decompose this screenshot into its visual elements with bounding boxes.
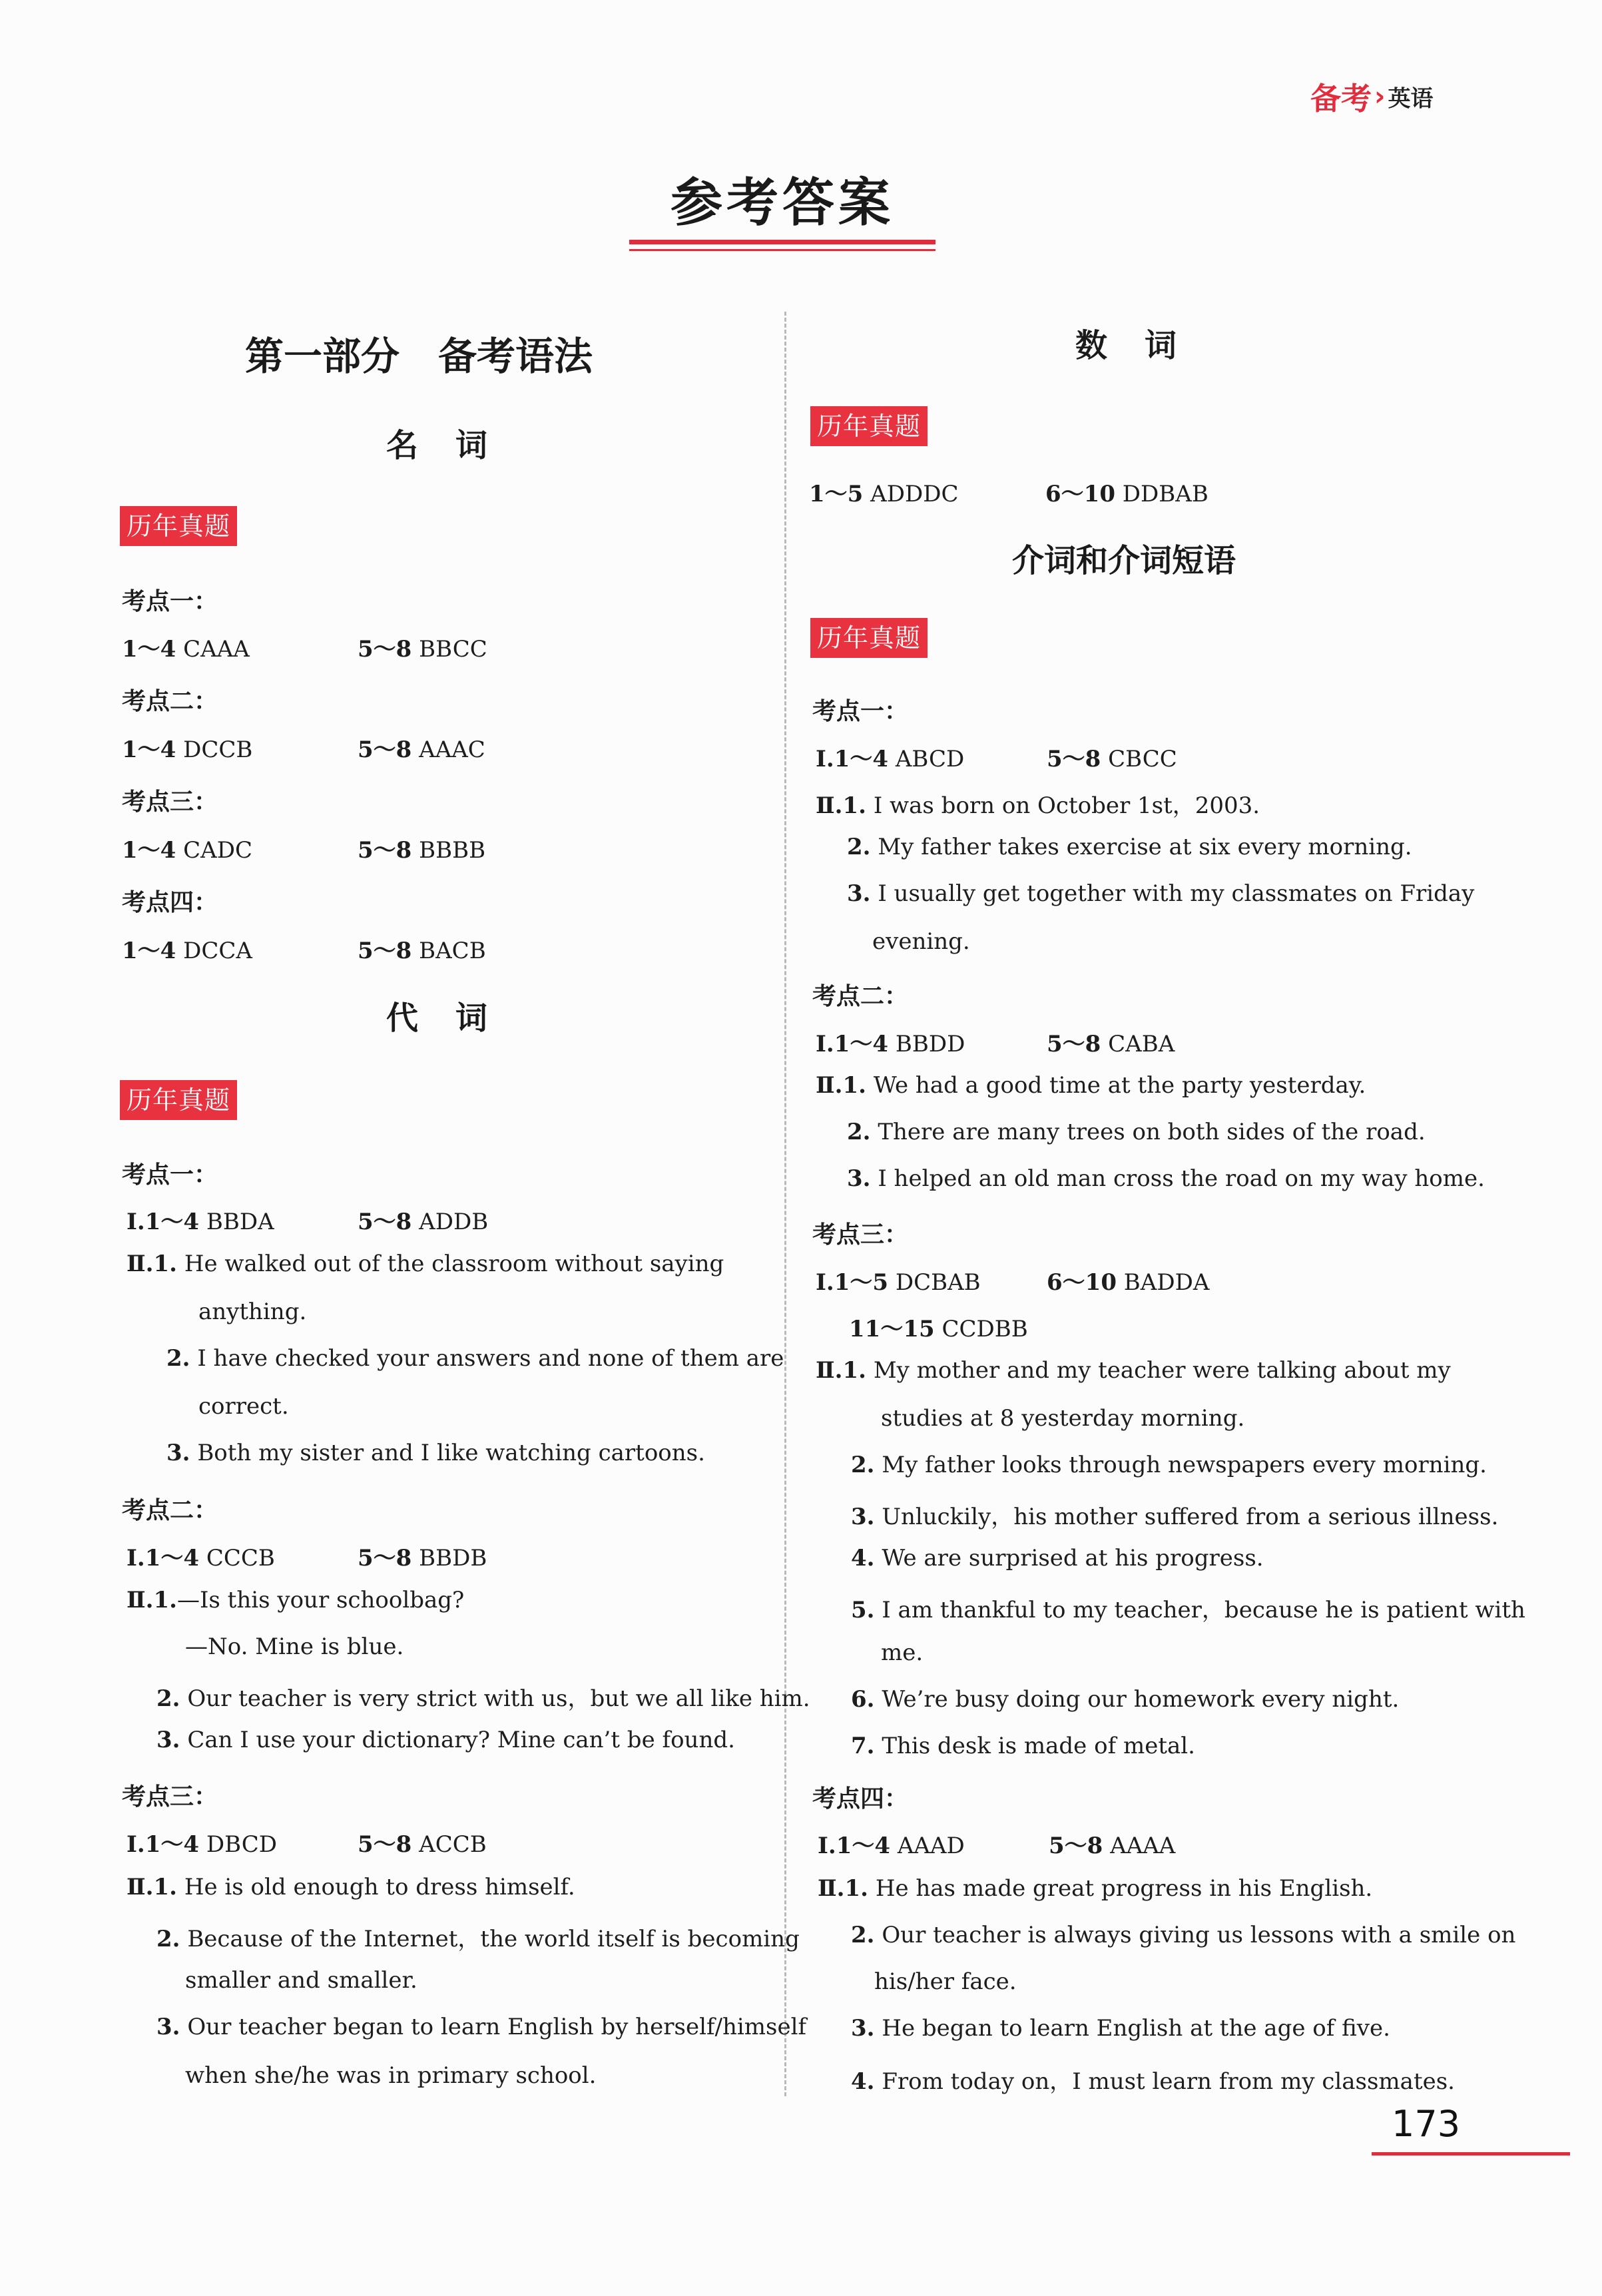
brand-label: 备考 <box>1310 81 1372 117</box>
answer-line: 2. There are many trees on both sides of the road. <box>847 1119 1426 1145</box>
kp-heading: 考点一： <box>122 1161 218 1189</box>
kp-heading: 考点一： <box>812 697 909 725</box>
title-underline <box>629 240 935 244</box>
answer-line: 11～15 CCDBB <box>849 1316 1028 1342</box>
answer-line: 2. My father looks through newspapers every morning. <box>851 1452 1487 1478</box>
answer-line: 5～8 CBCC <box>1047 746 1177 772</box>
answer-line: 4. From today on，I must learn from my classmates. <box>851 2068 1455 2095</box>
answer-line: Ⅱ.1.—Is this your schoolbag? <box>127 1587 465 1613</box>
answer-line: 2. Because of the Internet，the world itself is becoming <box>156 1926 800 1952</box>
badge-past-exams: 历年真题 <box>120 506 237 546</box>
answer-line: 4. We are surprised at his progress. <box>851 1545 1264 1572</box>
kp-heading: 考点四： <box>122 888 218 916</box>
answer-line: 5～8 ACCB <box>358 1831 487 1858</box>
header-brand <box>1310 75 1433 119</box>
answer-line: 3. Unluckily，his mother suffered from a serious illness. <box>851 1504 1499 1530</box>
answer-line: smaller and smaller. <box>185 1967 417 1994</box>
answer-line: Ⅰ.1～4 DBCD <box>127 1831 278 1858</box>
answer-line: 2. I have checked your answers and none of them are <box>166 1345 784 1372</box>
subject-label: 英语 <box>1388 85 1434 113</box>
answer-line: Ⅰ.1～4 BBDD <box>816 1031 965 1057</box>
answer-line: Ⅰ.1～5 DCBAB <box>816 1269 981 1296</box>
answer-line: 3. Can I use your dictionary? Mine can’t be found. <box>156 1727 735 1753</box>
title-underline-thin <box>629 249 935 251</box>
kp-heading: 考点二： <box>122 687 218 715</box>
answer-line: 5～8 BBBB <box>358 837 486 864</box>
kp-heading: 考点三： <box>122 1783 218 1811</box>
answer-line: Ⅰ.1～4 ABCD <box>816 746 965 772</box>
answer-line: 5～8 ADDB <box>358 1209 489 1235</box>
answer-line: —No. Mine is blue. <box>185 1633 404 1660</box>
answer-line: Ⅱ.1. He is old enough to dress himself. <box>127 1874 575 1900</box>
answer-line: 2. Our teacher is always giving us lessons with a smile on <box>851 1922 1516 1948</box>
answer-line: 5～8 AAAA <box>1049 1833 1176 1859</box>
page-title: 参考答案 <box>670 172 894 233</box>
part-title: 第一部分 备考语法 <box>245 334 593 379</box>
answer-line: his/her face. <box>874 1968 1017 1995</box>
answer-line: 5～8 CABA <box>1047 1031 1175 1057</box>
answer-line: 5～8 AAAC <box>358 736 485 763</box>
column-divider <box>784 312 786 2096</box>
answer-line: Ⅱ.1. He walked out of the classroom without saying <box>127 1251 724 1277</box>
answer-line: Ⅱ.1. My mother and my teacher were talking about my <box>816 1357 1451 1384</box>
answer-line: 2. Our teacher is very strict with us，but we all like him. <box>156 1685 810 1712</box>
answer-line: when she/he was in primary school. <box>185 2062 597 2089</box>
chevron-right-icon: › <box>1374 81 1386 112</box>
section-title-pronouns: 代 词 <box>386 1000 491 1037</box>
answer-line: 6～10 DDBAB <box>1045 481 1208 507</box>
answer-line: correct. <box>198 1393 289 1420</box>
answer-line: 6. We’re busy doing our homework every night. <box>851 1686 1400 1713</box>
kp-heading: 考点二： <box>122 1496 218 1524</box>
answer-line: 5～8 BACB <box>358 938 486 964</box>
section-title-nouns: 名 词 <box>386 427 491 464</box>
answer-line: 5. I am thankful to my teacher，because he is patient with <box>851 1597 1525 1623</box>
answer-line: 5～8 BBDB <box>358 1545 487 1572</box>
badge-past-exams: 历年真题 <box>810 406 928 446</box>
answer-line: 1～4 CADC <box>122 837 252 864</box>
answer-line: 3. I helped an old man cross the road on my way home. <box>847 1165 1485 1192</box>
answer-line: 3. He began to learn English at the age of five. <box>851 2015 1390 2042</box>
answer-line: Ⅰ.1～4 BBDA <box>127 1209 274 1235</box>
section-title-prepositions: 介词和介词短语 <box>1012 542 1236 579</box>
answer-line: Ⅰ.1～4 CCCB <box>127 1545 275 1572</box>
answer-line: Ⅰ.1～4 AAAD <box>818 1833 965 1859</box>
kp-heading: 考点一： <box>122 587 218 615</box>
kp-heading: 考点三： <box>812 1221 909 1249</box>
kp-heading: 考点三： <box>122 788 218 816</box>
answer-line: Ⅱ.1. He has made great progress in his English. <box>818 1875 1373 1902</box>
answer-line: 3. I usually get together with my classmates on Friday <box>847 880 1475 907</box>
section-title-numerals: 数 词 <box>1075 327 1180 364</box>
answer-line: evening. <box>872 928 970 955</box>
answer-line: 3. Both my sister and I like watching cartoons. <box>166 1440 705 1466</box>
answer-line: Ⅱ.1. We had a good time at the party yesterday. <box>816 1072 1366 1099</box>
answer-line: studies at 8 yesterday morning. <box>881 1405 1245 1432</box>
answer-line: 5～8 BBCC <box>358 636 487 663</box>
answer-line: 1～4 CAAA <box>122 636 250 663</box>
answer-line: 1～5 ADDDC <box>809 481 959 507</box>
page-number: 173 <box>1392 2103 1461 2145</box>
answer-line: 3. Our teacher began to learn English by herself/himself <box>156 2014 807 2040</box>
kp-heading: 考点二： <box>812 982 909 1010</box>
badge-past-exams: 历年真题 <box>120 1080 237 1120</box>
kp-heading: 考点四： <box>812 1785 909 1813</box>
badge-past-exams: 历年真题 <box>810 618 928 658</box>
answer-line: 2. My father takes exercise at six every morning. <box>847 834 1412 860</box>
answer-line: me. <box>881 1639 924 1666</box>
answer-line: 1～4 DCCB <box>122 736 253 763</box>
answer-line: anything. <box>198 1298 307 1325</box>
answer-line: 7. This desk is made of metal. <box>851 1733 1195 1759</box>
answer-line: 1～4 DCCA <box>122 938 252 964</box>
answer-line: 6～10 BADDA <box>1047 1269 1210 1296</box>
answer-line: Ⅱ.1. I was born on October 1st，2003. <box>816 792 1260 819</box>
page-number-underline <box>1372 2152 1570 2155</box>
